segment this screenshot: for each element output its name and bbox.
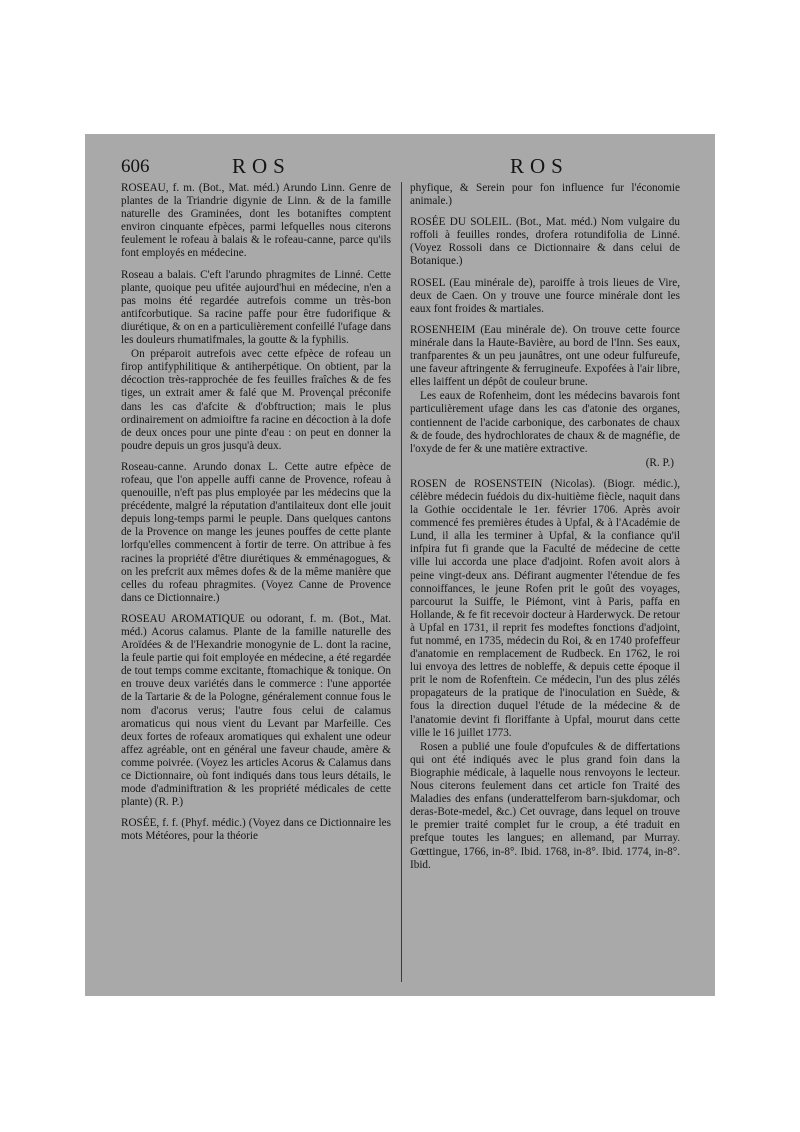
author-signature: (R. P.) xyxy=(645,456,674,469)
scanned-page xyxy=(85,134,715,996)
left-column xyxy=(121,182,391,852)
entry-rosel: ROSEL (Eau minérale de), paroiffe à trois lieues de Vire, deux de Caen. On y trouve une fource minérale dont les eaux font froides & martiales. xyxy=(410,276,680,315)
entry-rosen-publications: Rosen a publié une foule d'opufcules & de differtations qui ont été indiqués avec le plus grand foin dans la Biographie médicale, à laquelle nous renvoyons le lecteur. Nous citerons feulement dans cet article fon Traité des Maladies des enfans (underattelferom barn-sjukdomar, och deras-Bote-medel, &c.) Cet ouvrage, dans lequel on trouve le premier traité complet fur le croup, a été traduit en prefque toutes les langues; en allemand, par Murray. Gœttingue, 1766, in-8°. Ibid. 1768, in-8°. Ibid. 1774, in-8°. Ibid. xyxy=(410,740,680,871)
running-head-right: ROS xyxy=(510,154,569,178)
entry-rosee-cont: phyfique, & Serein pour fon influence fur l'économie animale.) xyxy=(410,182,680,208)
entry-rosenheim: ROSENHEIM (Eau minérale de). On trouve cette fource minérale dans la Haute-Bavière, au bord de l'Inn. Ses eaux, tranfparentes & un peu jaunâtres, ont une odeur fulfureufe, une faveur aftringente & ferrugineufe. Expofées à l'air libre, elles laiffent un dépôt de couleur brune. xyxy=(410,323,680,389)
entry-roseau-a-balais-cont: On préparoit autrefois avec cette efpèce de rofeau un firop antifyphilitique & antiherpétique. On obtient, par la décoction très-rapprochée de fes feuilles fraîches & de fes tiges, un extrait amer & falé que M. Provençal préconife dans les cas d'afcite & d'obftruction; mais le plus ordinairement on admioiftre fa racine en décoction à la dofe de deux onces pour une pinte d'eau : on peut en donner la poudre depuis un gros jusqu'à deux. xyxy=(121,348,391,452)
column-divider xyxy=(401,182,402,982)
entry-roseau-aromatique: ROSEAU AROMATIQUE ou odorant, f. m. (Bot., Mat. méd.) Acorus calamus. Plante de la famille naturelle des Aroïdées & de l'Hexandrie monogynie de L. dont la racine, la feule partie qui foit employée en médecine, a été regardée de tout temps comme excitante, ftomachique & tonique. On en trouve deux variétés dans le commerce : l'une apportée de la Tartarie & de la Pologne, généralement connue fous le nom d'acorus verus; l'autre fous celui de calamus aromaticus qui nous vient du Levant par Marfeille. Ces deux fortes de rofeaux aromatiques qui exhalent une odeur affez agréable, ont en général une faveur chaude, amère & comme poivrée. (Voyez les articles Acorus & Calamus dans ce Dictionnaire, où font indiqués dans tous leurs détails, le mode d'adminiftration & les propriété médicales de cette plante) (R. P.) xyxy=(121,612,391,809)
entry-roseau-a-balais: Roseau a balais. C'eft l'arundo phragmites de Linné. Cette plante, quoique peu ufitée aujourd'hui en médecine, n'en a pas moins été regardée autrefois comme un très-bon antifcorbutique. Sa racine paffe pour être fudorifique & diurétique, & on en a particulièrement confeillé l'ufage dans les douleurs rhumatifmales, la goutte & la fyphilis. xyxy=(121,268,391,347)
right-column xyxy=(410,182,680,880)
entry-roseau-canne: Roseau-canne. Arundo donax L. Cette autre efpèce de rofeau, que l'on appelle auffi canne de Provence, rofeau à quenouille, n'eft pas plus employée par les médecins que la précédente, malgré la réputation d'antilaiteux dont elle jouit depuis long-temps parmi le peuple. Dans quelques cantons de la Provence on mange les jeunes pouffes de cette plante lorfqu'elles commencent à fortir de terre. On attribue à fes racines la propriété d'être diurétiques & emménagogues, & on les prefcrit aux mêmes dofes & de la même manière que celles du rofeau phragmites. (Voyez Canne de Provence dans ce Dictionnaire.) xyxy=(121,460,391,604)
entry-rosenheim-cont: Les eaux de Rofenheim, dont les médecins bavarois font particulièrement ufage dans les cas d'atonie des organes, contiennent de l'acide carbonique, des carbonates de chaux & de foude, des hydrochlorates de chaux & de magnéfie, de l'oxyde de fer & une matière extractive. xyxy=(410,390,680,455)
entry-rosen-de-rosenstein: ROSEN de ROSENSTEIN (Nicolas). (Biogr. médic.), célèbre médecin fuédois du dix-huitième fiècle, naquit dans la Gothie occidentale le 1er. février 1706. Après avoir commencé fes premières études à Upfal, & à l'Académie de Lund, il alla les terminer à Upfal, & la confiance qu'il infpira fut fi grande que la Faculté de médecine de cette ville lui accorda une place d'adjoint. Rofen avoit alors à peine vingt-deux ans. Défirant augmenter l'étendue de fes connoiffances, le jeune Rofen prit le goût des voyages, parcourut la Suiffe, le Piémont, vint à Paris, paffa en Hollande, & fe fit recevoir docteur à Harderwyck. De retour à Upfal en 1731, il reprit fes modeftes fonctions d'adjoint, fut nommé, en 1735, médecin du Roi, & en 1740 profeffeur d'anatomie en remplacement de Rudbeck. En 1762, le roi lui envoya des lettres de nobleffe, & depuis cette époque il prit le nom de Rofenftein. Ce médecin, l'un des plus zélés propagateurs de la pratique de l'inoculation en Suède, & fous la direction duquel l'étude de la médecine & de l'anatomie devint fi floriffante à Upfal, mourut dans cette ville le 16 juillet 1773. xyxy=(410,477,680,739)
page-header xyxy=(85,152,715,182)
entry-roseau: ROSEAU, f. m. (Bot., Mat. méd.) Arundo Linn. Genre de plantes de la Triandrie digynie de Linn. & de la famille naturelle des Graminées, dont les botaniftes comptent environ cinquante efpèces, parmi lefquelles nous citerons feulement le rofeau à balais & le rofeau-canne, parce qu'ils font employés en médecine. xyxy=(121,182,391,260)
page-number: 606 xyxy=(121,156,150,177)
entry-rosee-du-soleil: ROSÉE DU SOLEIL. (Bot., Mat. méd.) Nom vulgaire du roffoli à feuilles rondes, drofera rotundifolia de Linné. (Voyez Rossoli dans ce Dictionnaire & dans celui de Botanique.) xyxy=(410,216,680,268)
entry-rosee: ROSÉE, f. f. (Phyf. médic.) (Voyez dans ce Dictionnaire les mots Météores, pour la théorie xyxy=(121,817,391,843)
running-head-left: ROS xyxy=(232,154,291,178)
